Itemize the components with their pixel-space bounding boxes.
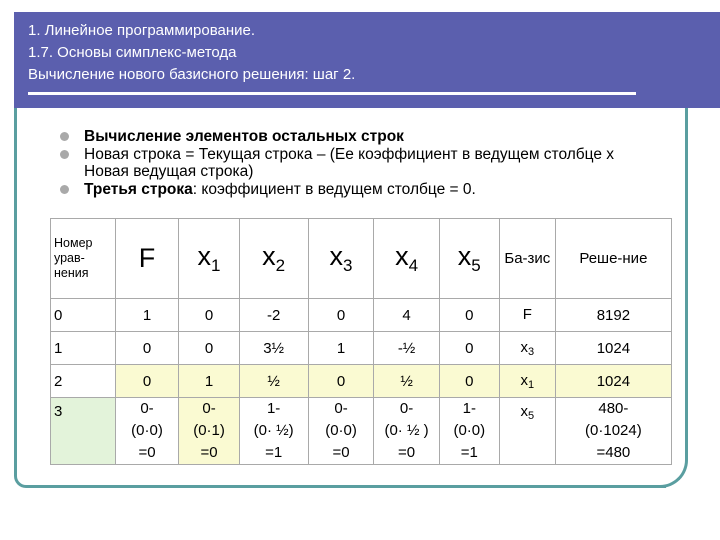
solution-cell: 1024 [555,332,671,365]
title-line-3: Вычисление нового базисного решения: шаг 2. [28,66,356,83]
basis-cell: F [499,299,555,332]
basis-cell: $x_1$ [499,365,555,398]
calc-cell: 0- (0· ½ ) =0 [374,398,439,465]
bullet-item [60,146,640,180]
bullet-icon [60,132,69,141]
table-cell: -½ [374,332,439,365]
solution-cell: 1024 [555,365,671,398]
table-cell: 0 [115,365,179,398]
table-cell: ½ [374,365,439,398]
table-cell: 1 [179,365,239,398]
bullet-text: Новая строка = Текущая строка – (Ее коэффициент в ведущем столбце x Новая ведущая строка) [84,146,615,180]
calc-cell: 0- (0·0) =0 [308,398,374,465]
table-header-row [51,219,672,299]
bullet-icon [60,150,69,159]
header-x4: $x_4$ [374,219,439,299]
table-cell: 0 [179,332,239,365]
calc-cell: 1- (0·0) =1 [439,398,499,465]
header-x2: $x_2$ [239,219,308,299]
table-cell: 0 [439,332,499,365]
header-x5: $x_5$ [439,219,499,299]
bullet-list [60,128,640,198]
table-cell: 0 [439,299,499,332]
bullet-item [60,128,640,145]
solution-cell: 480- (0·1024) =480 [555,398,671,465]
table-cell: 1 [308,332,374,365]
table-cell: ½ [239,365,308,398]
row-eq-number: 0 [51,299,116,332]
bullet-icon [60,185,69,194]
table-row [51,332,672,365]
row-eq-number: 1 [51,332,116,365]
calc-cell: 0- (0·0) =0 [115,398,179,465]
table-row [51,299,672,332]
header-F: F [115,219,179,299]
solution-cell: 8192 [555,299,671,332]
frame-bottom-border [26,485,666,488]
table-row-pivot [51,365,672,398]
bullet-bold-text: Третья строка [84,181,193,198]
header-solution: Реше-ние [555,219,671,299]
row-eq-number: 3 [51,398,116,465]
bullet-bold-text: Вычисление элементов остальных строк [84,128,404,145]
header-x1: $x_1$ [179,219,239,299]
header-x3: $x_3$ [308,219,374,299]
simplex-table [50,218,672,465]
table-cell: 0 [115,332,179,365]
calc-cell-pivot: 0- (0·1) =0 [179,398,239,465]
table-cell: -2 [239,299,308,332]
table-row-calculation [51,398,672,465]
title-line-1: 1. Линейное программирование. [28,22,256,39]
table-cell: 0 [308,365,374,398]
table-cell: 1 [115,299,179,332]
table-cell: 0 [179,299,239,332]
frame-left-border [14,108,26,488]
header-basis: Ба-зис [499,219,555,299]
basis-cell: $x_3$ [499,332,555,365]
bullet-item [60,181,640,198]
table-cell: 0 [439,365,499,398]
table-cell: 0 [308,299,374,332]
table-cell: 4 [374,299,439,332]
title-rule [28,92,636,95]
header-equation-number: Номер урав-нения [51,219,116,299]
row-eq-number: 2 [51,365,116,398]
basis-cell: $x_5$ [499,398,555,465]
bullet-text: : коэффициент в ведущем столбце = 0. [192,181,476,198]
calc-cell: 1- (0· ½) =1 [239,398,308,465]
table-cell: 3½ [239,332,308,365]
title-line-2: 1.7. Основы симплекс-метода [28,44,237,61]
